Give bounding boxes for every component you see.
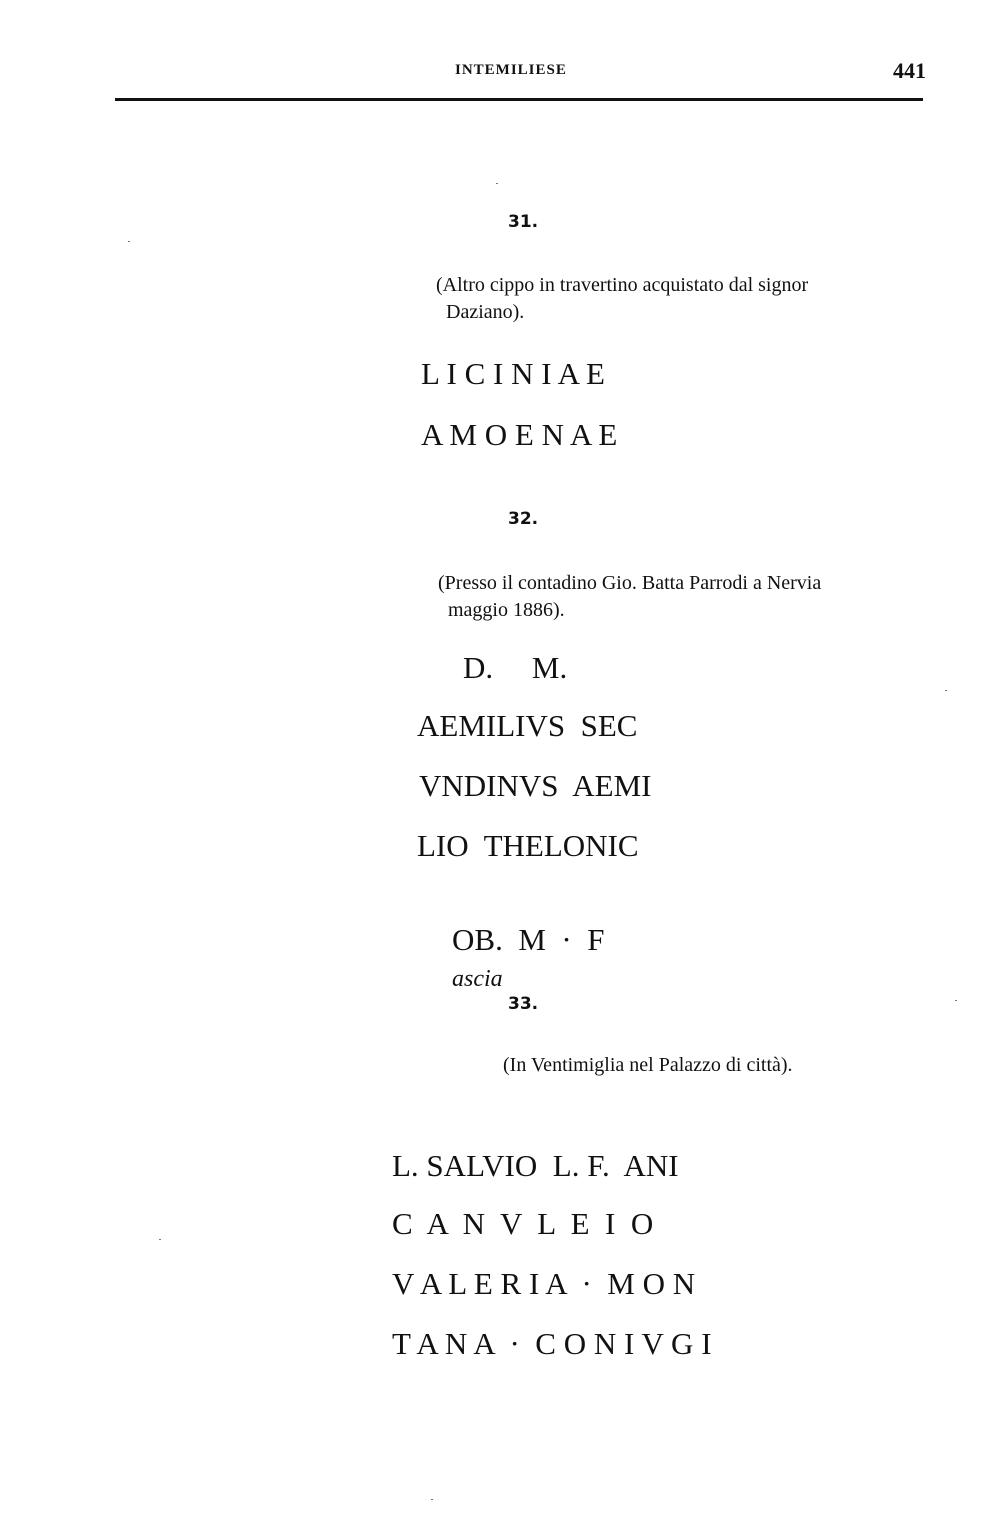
inscription-annotation-ascia: ascia [452, 966, 503, 992]
scan-speck [496, 183, 498, 184]
inscription-line: V A L E R I A · M O N [392, 1266, 696, 1301]
section-33-note-line-1: (In Ventimiglia nel Palazzo di città). [503, 1054, 793, 1076]
inscription-line: D. M. [463, 650, 568, 685]
section-31-note-line-1: (Altro cippo in travertino acquistato dal signor [436, 274, 809, 296]
page-number: 441 [893, 58, 926, 83]
scan-speck [955, 1000, 957, 1001]
inscription-line: T A N A · C O N I V G I [392, 1326, 712, 1361]
inscription-line: L. SALVIO L. F. ANI [392, 1148, 679, 1183]
section-31-note-line-2: Daziano). [446, 301, 525, 323]
section-32-note-line-2: maggio 1886). [448, 599, 565, 621]
section-32-note-line-1: (Presso il contadino Gio. Batta Parrodi a Nervia [438, 572, 822, 594]
section-32-note [438, 570, 821, 624]
running-title: INTEMILIESE [455, 62, 567, 78]
section-number-33: 33. [508, 994, 539, 1014]
section-33-note [503, 1052, 793, 1079]
inscription-line: VNDINVS AEMI [419, 768, 652, 803]
inscription-text: OB. M · F [452, 922, 605, 957]
scan-speck [159, 1239, 161, 1240]
header-rule [115, 98, 923, 101]
section-number-32: 32. [508, 509, 539, 529]
inscription-line: C A N V L E I O [392, 1206, 654, 1241]
scan-speck [128, 241, 130, 242]
scan-speck [945, 690, 947, 691]
inscription-line: AEMILIVS SEC [417, 708, 638, 743]
section-number-31: 31. [508, 212, 539, 232]
inscription-line: L I C I N I A E [421, 356, 605, 391]
scan-speck [431, 1499, 433, 1500]
inscription-line: A M O E N A E [421, 417, 618, 452]
section-31-note [436, 272, 808, 326]
inscription-line: LIO THELONIC [417, 828, 639, 863]
